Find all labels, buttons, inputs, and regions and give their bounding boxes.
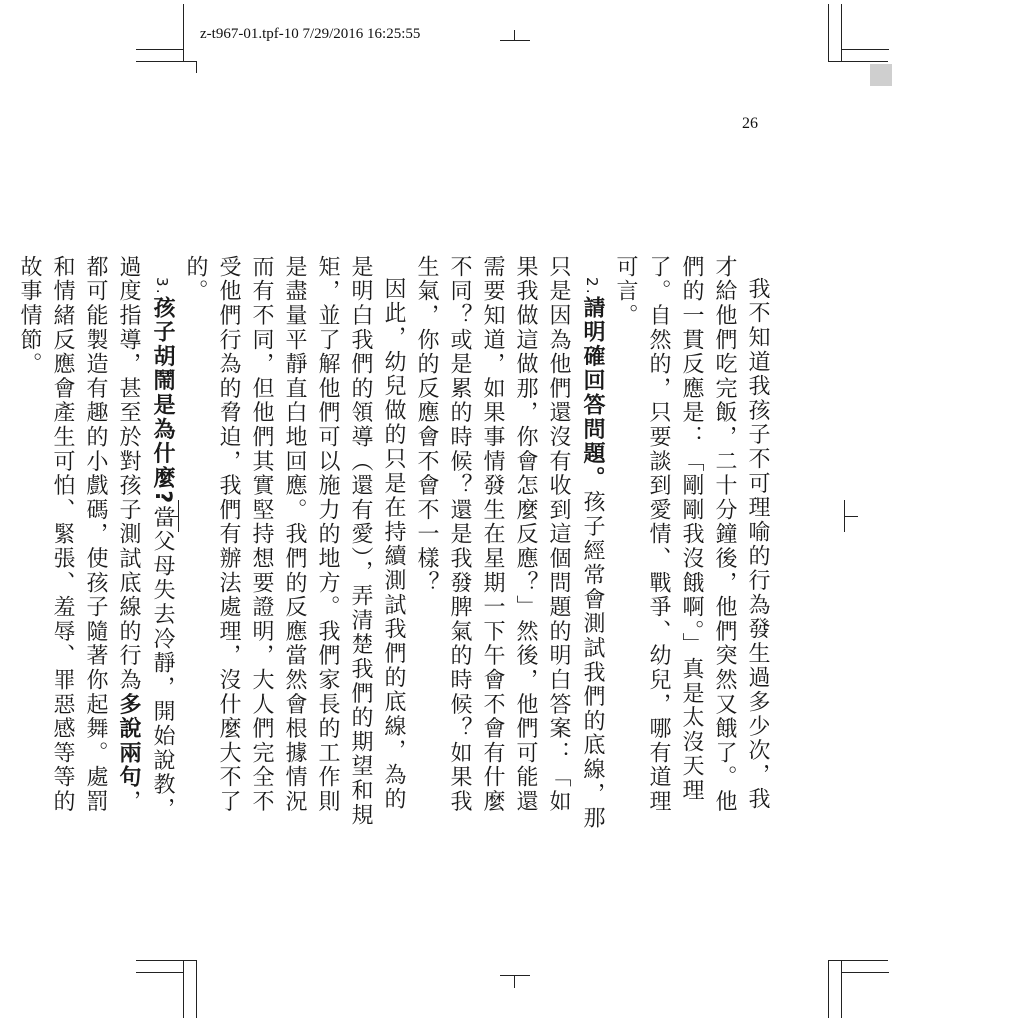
crop-mark [136,49,184,50]
page-body [17,255,774,835]
registration-mark [514,30,515,40]
item-heading: 請明確回答問題。 [580,295,605,491]
crop-mark [136,960,196,961]
crop-mark [841,972,889,973]
crop-mark [828,960,888,961]
registration-mark [500,40,530,41]
crop-mark [841,4,842,62]
paragraph [179,255,410,835]
paragraph [609,255,774,835]
crop-mark [841,49,889,50]
page-number: 26 [742,115,758,132]
registration-mark [844,500,845,532]
item-heading: 孩子胡鬧是為什麼? [150,295,175,506]
item-number: 3. [153,277,171,296]
registration-mark [844,516,858,517]
registration-mark [500,975,530,976]
paragraph-text: 當父母失去冷靜，開始說教，過度指導，甚至於對孩子測試底線的行為 [116,255,175,822]
paragraph [410,255,609,835]
item-number: 2. [583,277,601,296]
crop-mark [196,61,197,73]
crop-mark [183,4,184,62]
crop-mark [183,960,184,1018]
emphasis-text: 多說兩句 [116,692,141,790]
paragraph-text: 孩子經常會測試我們的底線，那只是因為他們還沒有收到這個問題的明白答案：「如果我做這做那，你會怎麼反應？」然後，他們可能還需要知道，如果事情發生在星期一下午會不會有什麼不同？或是累的時候？還是我發脾氣的時候？如果我生氣，你的反應會不會不一樣？ [414,255,605,831]
crop-mark [828,61,888,62]
paragraph [13,255,179,835]
paragraph-text: 因此，幼兒做的只是在持續測試我們的底線，為的是明白我們的領導（還有愛），弄清楚我們的期望和規矩，並了解他們可以施力的地方。我們家長的工作則是盡量平靜直白地回應。我們的反應當然會根據情況而有不同，但他們其實堅持想要證明，大人們完全不受他們行為的脅迫，我們有辦法處理，沒什麼大不了的。 [183,255,406,828]
crop-mark [196,960,197,1018]
paragraph-text: ，都可能製造有趣的小戲碼，使孩子隨著你起舞。處罰和情緒反應會產生可怕、緊張、羞辱、罪惡感等等的故事情節。 [17,255,141,814]
print-slug: z-t967-01.tpf-10 7/29/2016 16:25:55 [200,26,421,42]
crop-mark [841,960,842,1018]
crop-mark [828,4,829,62]
crop-mark [136,972,184,973]
crop-mark [828,960,829,1018]
crop-mark [136,61,196,62]
gray-marker [870,64,892,86]
registration-mark [514,976,515,988]
paragraph-text: 我不知道我孩子不可理喻的行為發生過多少次，我才給他們吃完飯，二十分鐘後，他們突然又餓了。他們的一貫反應是：「剛剛我沒餓啊。」真是太沒天理了。自然的，只要談到愛情、戰爭、幼兒，哪有道理可言。 [613,255,770,814]
